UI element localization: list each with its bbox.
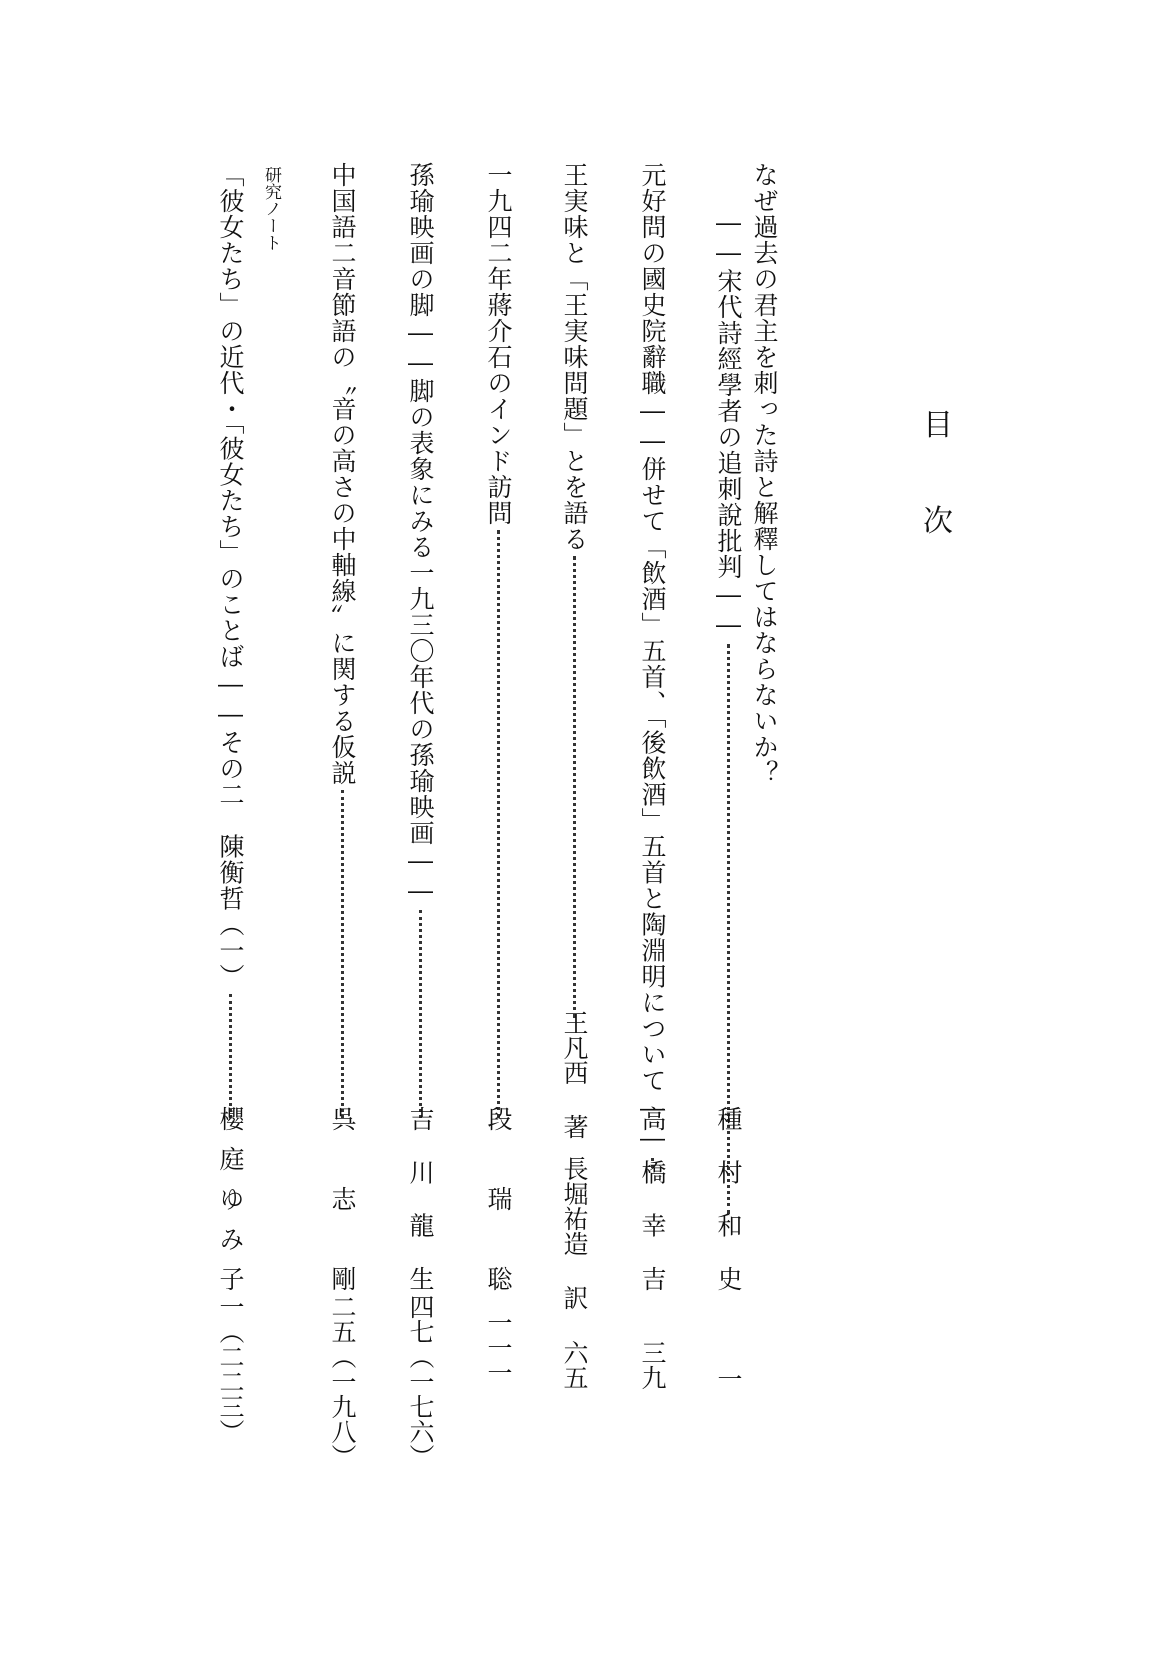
toc-heading [918,400,958,540]
toc-entry-3-translator-note: 王凡西 著 [560,1010,589,1139]
toc-entry-1-subtitle: ――宋代詩經學者の追刺說批判―― [716,208,741,1218]
toc-entry-1-title[interactable]: なぜ過去の君主を刺った詩と解釋してはならないか？ [750,162,779,786]
toc-entry-6-page: 二五（一九八） [328,1294,357,1469]
toc-entry-1-page: 一 [714,1366,743,1391]
toc-entry-3-author: 長堀祐造 訳 [560,1156,589,1310]
toc-entry-2-author: 高橋幸吉 [638,1106,667,1291]
toc-entry-4-author: 段瑞聡 [484,1106,513,1291]
dot-leader [497,530,500,1118]
toc-entry-6-author: 呉志剛 [328,1106,357,1291]
toc-entry-5-author: 吉川龍生 [406,1106,435,1291]
dot-leader [229,994,232,1119]
toc-entry-2-page: 三九 [638,1340,667,1390]
toc-entry-3-title[interactable]: 王実味と「王実味問題」とを語る [562,162,587,1022]
toc-entry-5-page: 四七（一七六） [406,1294,435,1469]
toc-entry-5-title[interactable]: 孫瑜映画の脚――脚の表象にみる一九三〇年代の孫瑜映画―― [408,162,433,1122]
dot-leader [341,790,344,1118]
dot-leader [419,910,422,1118]
toc-section-label: 研究ノート [261,166,281,251]
toc-entry-4-title[interactable]: 一九四二年蔣介石のインド訪問 [486,162,511,1122]
toc-entry-7-author: 櫻庭ゆみ子 [216,1106,245,1291]
toc-entry-4-page: 一一一 [484,1310,513,1385]
toc-entry-7-page: 一（二二三） [216,1294,245,1444]
heading-char-1: 目 [923,408,953,443]
toc-entry-3-page: 六五 [560,1340,589,1390]
toc-entry-7-title[interactable]: 「彼女たち」の近代・「彼女たち」のことば――その二 陳衡哲（一） [218,162,243,1122]
toc-entry-1-author: 種村和史 [714,1106,743,1291]
toc-entry-2-title[interactable]: 元好問の國史院辭職――併せて「飲酒」五首、「後飲酒」五首と陶淵明について―― [640,162,665,1122]
dot-leader [573,556,576,1018]
toc-entry-6-title[interactable]: 中国語二音節語の〝音の高さの中軸線〟に関する仮説 [330,162,355,1122]
heading-char-2: 次 [923,504,953,539]
